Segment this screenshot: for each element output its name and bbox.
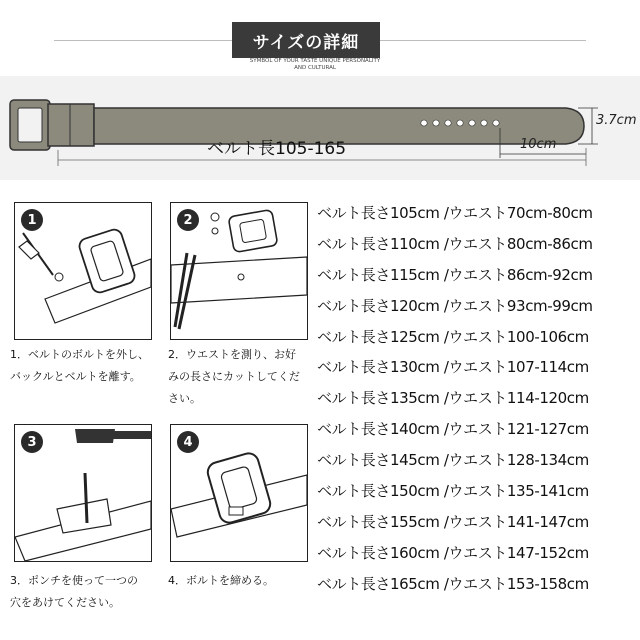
size-row: ベルト長さ165cm /ウエスト153-158cm — [317, 574, 589, 593]
size-row: ベルト長さ150cm /ウエスト135-141cm — [317, 482, 589, 501]
step-4-instructions — [168, 570, 318, 592]
step-2-instructions — [168, 344, 318, 410]
buckle-clamp — [48, 104, 94, 146]
step-1-number: 1 — [21, 209, 43, 231]
belt-hole — [493, 120, 499, 126]
size-row: ベルト長さ105cm /ウエスト70cm-80cm — [317, 204, 593, 222]
step-2-line-1: 2．ウエストを測り、お好 — [168, 348, 296, 361]
step-3-instructions — [10, 570, 160, 614]
belt-hole — [457, 120, 463, 126]
step-3-line-1: 3．ポンチを使って一つの — [10, 574, 138, 587]
step-4-illustration — [170, 424, 308, 562]
step-3-illustration — [14, 424, 152, 562]
step-2-line-2: みの長さにカットしてくだ — [168, 370, 300, 383]
belt-hole — [433, 120, 439, 126]
size-list — [317, 198, 640, 600]
step-3-line-2: 穴をあけてください。 — [10, 596, 120, 609]
step-3-number: 3 — [21, 431, 43, 453]
belt-hole — [481, 120, 487, 126]
size-row: ベルト長さ130cm /ウエスト107-114cm — [317, 358, 589, 377]
size-row: ベルト長さ125cm /ウエスト100-106cm — [317, 327, 589, 346]
step-4-line-1: 4．ボルトを締める。 — [168, 574, 274, 587]
buckle-opening — [18, 108, 42, 142]
size-row: ベルト長さ110cm /ウエスト80cm-86cm — [317, 234, 593, 253]
step-2-line-3: さい。 — [168, 392, 201, 405]
step-4-number: 4 — [177, 431, 199, 453]
step-1-instructions — [10, 344, 160, 388]
size-row: ベルト長さ140cm /ウエスト121-127cm — [317, 420, 589, 439]
step-4-drawing — [171, 425, 307, 561]
tagline-line-1: SYMBOL OF YOUR TASTE UNIQUE PERSONALITY — [249, 58, 381, 64]
section-title: サイズの詳細 — [232, 22, 380, 58]
belt-length-label: ベルト長105-165 — [207, 139, 347, 159]
hole-span-label: 10cm — [520, 137, 557, 152]
belt-hole — [469, 120, 475, 126]
step-2-drawing — [171, 203, 307, 339]
belt-hole — [445, 120, 451, 126]
size-row: ベルト長さ155cm /ウエスト141-147cm — [317, 512, 589, 531]
size-row: ベルト長さ160cm /ウエスト147-152cm — [317, 543, 589, 562]
size-row: ベルト長さ135cm /ウエスト114-120cm — [317, 389, 589, 408]
size-row: ベルト長さ120cm /ウエスト93cm-99cm — [317, 296, 593, 315]
step-1-illustration — [14, 202, 152, 340]
step-1-drawing — [15, 203, 151, 339]
belt-hole — [421, 120, 427, 126]
belt-width-label: 3.7cm — [596, 113, 637, 128]
size-row: ベルト長さ145cm /ウエスト128-134cm — [317, 451, 589, 470]
step-3-drawing — [15, 425, 151, 561]
step-2-number: 2 — [177, 209, 199, 231]
tagline-line-2: AND CULTURAL — [294, 65, 336, 71]
step-1-line-2: バックルとベルトを離す。 — [10, 370, 141, 383]
size-row: ベルト長さ115cm /ウエスト86cm-92cm — [317, 265, 593, 284]
step-1-line-1: 1．ベルトのボルトを外し、 — [10, 348, 149, 361]
step-2-illustration — [170, 202, 308, 340]
